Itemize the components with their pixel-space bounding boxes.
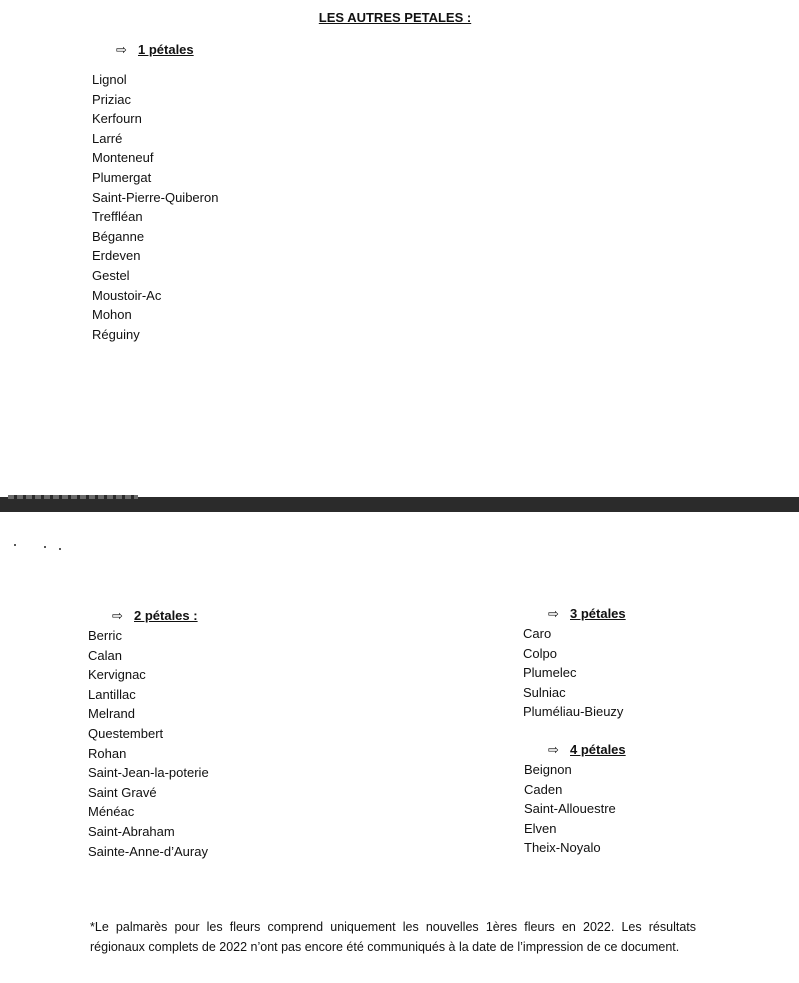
list-item: Pluméliau-Bieuzy	[523, 704, 624, 720]
heading-3-petales	[548, 606, 626, 622]
list-item: Mohon	[92, 307, 132, 323]
heading-3-petales-label: 3 pétales	[570, 606, 626, 621]
page-title: LES AUTRES PETALES :	[318, 10, 472, 25]
page-separator	[0, 497, 799, 512]
list-item: Sainte-Anne-d’Auray	[88, 843, 208, 859]
list-item: Beignon	[524, 762, 572, 777]
list-item: Saint-Pierre-Quiberon	[92, 189, 219, 205]
list-item: Caro	[523, 626, 552, 641]
heading-1-petale-label: 1 pétales	[138, 42, 194, 57]
list-3-petales	[523, 624, 623, 722]
heading-2-petales	[112, 608, 198, 624]
cropped-text-fragment	[8, 495, 138, 499]
list-item: Theix-Noyalo	[524, 840, 601, 856]
list-item: Colpo	[523, 645, 557, 661]
list-item: Gestel	[92, 267, 130, 283]
list-1-petale	[92, 70, 218, 344]
list-item: Caden	[524, 781, 563, 797]
list-item: Plumelec	[523, 665, 577, 681]
list-item: Elven	[524, 820, 557, 836]
list-item: Lantillac	[88, 686, 136, 702]
list-item: Saint-Jean-la-poterie	[88, 765, 209, 781]
heading-4-petales	[548, 742, 626, 758]
list-item: Questembert	[88, 725, 164, 741]
heading-1-petale	[116, 42, 194, 58]
list-item: Treffléan	[92, 209, 143, 225]
heading-4-petales-label: 4 pétales	[570, 742, 626, 757]
list-2-petales	[88, 626, 209, 861]
arrow-right-icon: ⇨	[116, 42, 127, 57]
list-4-petales	[524, 760, 616, 858]
footnote: *Le palmarès pour les fleurs comprend uniquement les nouvelles 1ères fleurs en 2022. Les résultats régionaux complets de 2022 n’ont pas encore été communiqués à la date de l’impression de ce document.	[90, 920, 696, 954]
list-item: Melrand	[88, 706, 135, 722]
arrow-right-icon: ⇨	[548, 742, 559, 757]
list-item: Priziac	[92, 91, 132, 107]
heading-2-petales-label: 2 pétales :	[134, 608, 198, 623]
page-bottom	[0, 512, 799, 983]
list-item: Béganne	[92, 228, 145, 244]
list-item: Plumergat	[92, 169, 152, 185]
list-item: Saint-Allouestre	[524, 801, 616, 817]
list-item: Saint-Abraham	[88, 823, 175, 839]
list-item: Kerfourn	[92, 111, 142, 127]
list-item: Rohan	[88, 745, 127, 761]
list-item: Ménéac	[88, 804, 135, 820]
list-item: Saint Gravé	[88, 784, 157, 800]
list-item: Erdeven	[92, 248, 141, 264]
list-item: Sulniac	[523, 684, 566, 700]
arrow-right-icon: ⇨	[112, 608, 123, 623]
arrow-right-icon: ⇨	[548, 606, 559, 621]
list-item: Berric	[88, 628, 122, 643]
scan-specks	[14, 544, 74, 550]
list-item: Moustoir-Ac	[92, 287, 162, 303]
list-item: Lignol	[92, 72, 127, 87]
list-item: Réguiny	[92, 326, 140, 342]
list-item: Kervignac	[88, 667, 146, 683]
list-item: Calan	[88, 647, 122, 663]
list-item: Larré	[92, 130, 123, 146]
list-item: Monteneuf	[92, 150, 154, 166]
